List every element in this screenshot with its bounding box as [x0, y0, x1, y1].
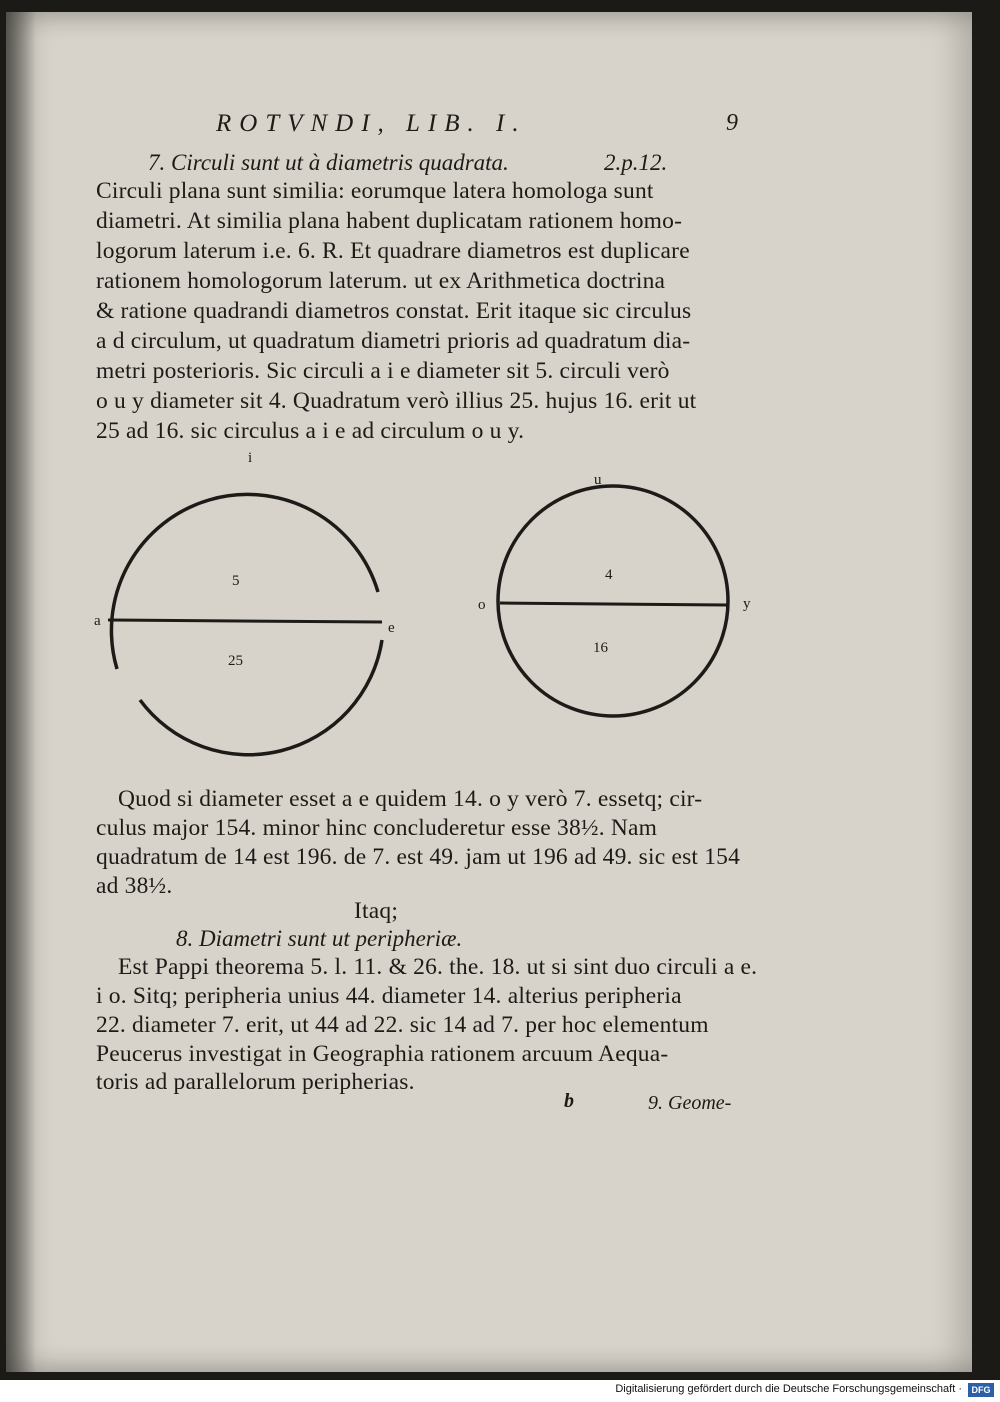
- circle-1-lower-arc: [140, 640, 382, 755]
- label-i: i: [248, 450, 253, 466]
- itaq-line: Itaq;: [354, 898, 399, 924]
- label-a: a: [94, 613, 101, 629]
- text-line: diametri. At similia plana habent duplicatam rationem homo-: [96, 208, 683, 234]
- text-line: Circuli plana sunt similia: eorumque latera homologa sunt: [96, 178, 654, 204]
- page-number: 9: [726, 110, 738, 136]
- dfg-logo: DFG: [968, 1383, 994, 1397]
- circle-2: [498, 486, 728, 716]
- text-line: metri posterioris. Sic circuli a i e diameter sit 5. circuli verò: [96, 358, 670, 384]
- label-u: u: [594, 472, 602, 488]
- section-7-reference: 2.p.12.: [604, 150, 668, 175]
- label-e: e: [388, 620, 395, 636]
- text-line: i o. Sitq; peripheria unius 44. diameter 14. alterius peripheria: [96, 983, 682, 1009]
- label-y: y: [743, 596, 751, 612]
- text-line: ad 38½.: [96, 873, 173, 899]
- text-line: Quod si diameter esset a e quidem 14. o y verò 7. essetq; cir-: [118, 786, 703, 812]
- digitization-credit: Digitalisierung gefördert durch die Deutsche Forschungsgemeinschaft ·: [615, 1383, 962, 1395]
- circle-2-lower-value: 16: [593, 640, 608, 656]
- circle-1-lower-value: 25: [228, 653, 243, 669]
- label-o: o: [478, 597, 486, 613]
- signature-mark: b: [564, 1090, 574, 1112]
- text-line: culus major 154. minor hinc concluderetur esse 38½. Nam: [96, 815, 658, 841]
- text-line: quadratum de 14 est 196. de 7. est 49. jam ut 196 ad 49. sic est 154: [96, 844, 741, 870]
- text-line: a d circulum, ut quadratum diametri prioris ad quadratum dia-: [96, 328, 691, 354]
- section-7-heading: 7. Circuli sunt ut à diametris quadrata.: [148, 150, 509, 175]
- circle-1-upper-arc: [111, 494, 378, 669]
- running-head: ROTVNDI, LIB. I.: [216, 110, 527, 137]
- text-line: & ratione quadrandi diametros constat. Erit itaque sic circulus: [96, 298, 692, 324]
- text-line: 25 ad 16. sic circulus a i e ad circulum o u y.: [96, 418, 525, 444]
- catchword: 9. Geome-: [648, 1092, 732, 1114]
- text-line: o u y diameter sit 4. Quadratum verò illius 25. hujus 16. erit ut: [96, 388, 697, 414]
- section-8-heading: 8. Diametri sunt ut peripheriæ.: [176, 926, 463, 951]
- text-line: Est Pappi theorema 5. l. 11. & 26. the. 18. ut si sint duo circuli a e.: [118, 954, 758, 980]
- text-line: 22. diameter 7. erit, ut 44 ad 22. sic 14 ad 7. per hoc elementum: [96, 1012, 709, 1038]
- circle-1-diameter: [108, 620, 382, 622]
- text-line: toris ad parallelorum peripherias.: [96, 1069, 415, 1095]
- digitization-bar: [0, 1380, 1000, 1402]
- text-line: Peucerus investigat in Geographia rationem arcuum Aequa-: [96, 1041, 669, 1067]
- text-line: logorum laterum i.e. 6. R. Et quadrare diametros est duplicare: [96, 238, 690, 264]
- circle-2-upper-value: 4: [605, 567, 613, 583]
- text-line: rationem homologorum laterum. ut ex Arithmetica doctrina: [96, 268, 666, 294]
- circle-1-upper-value: 5: [232, 573, 240, 589]
- circle-2-diameter: [500, 603, 727, 605]
